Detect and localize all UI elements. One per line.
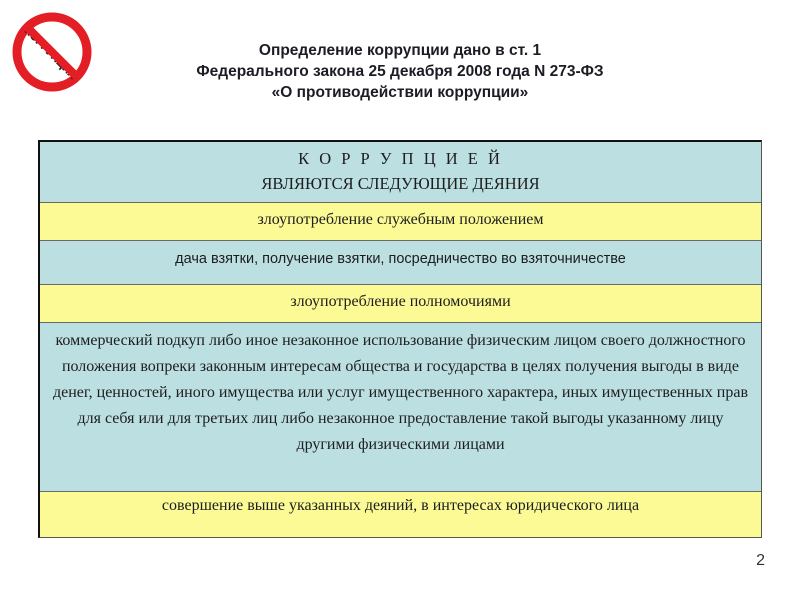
corruption-acts-table	[38, 140, 762, 538]
table-header	[40, 142, 761, 203]
table-row: злоупотребление полномочиями	[40, 285, 761, 323]
title-line-1: Определение коррупции дано в ст. 1	[258, 42, 542, 59]
anti-corruption-logo	[10, 10, 94, 94]
header-line-1: К О Р Р У П Ц И Е Й	[298, 149, 503, 168]
title-line-2: Федерального закона 25 декабря 2008 года N 273-ФЗ	[196, 63, 604, 80]
table-row: коммерческий подкуп либо иное незаконное использование физическим лицом своего должностного положения вопреки законным интересам общества и государства в целях получения выгоды в виде денег, ценностей, иного имущества или услуг имущественного характера, иных имущественных прав для себя или для третьих лиц либо незаконное предоставление такой выгоды указанному лицу другими физическими лицами	[40, 323, 761, 492]
page-title	[120, 40, 680, 103]
page-number: 2	[756, 552, 765, 569]
title-line-3: «О противодействии коррупции»	[271, 84, 529, 101]
table-row: дача взятки, получение взятки, посредничество во взяточничестве	[40, 241, 761, 285]
header-line-2: ЯВЛЯЮТСЯ СЛЕДУЮЩИЕ ДЕЯНИЯ	[261, 174, 540, 193]
table-row: совершение выше указанных деяний, в интересах юридического лица	[40, 492, 761, 537]
no-corruption-icon	[10, 10, 94, 94]
table-row: злоупотребление служебным положением	[40, 203, 761, 241]
